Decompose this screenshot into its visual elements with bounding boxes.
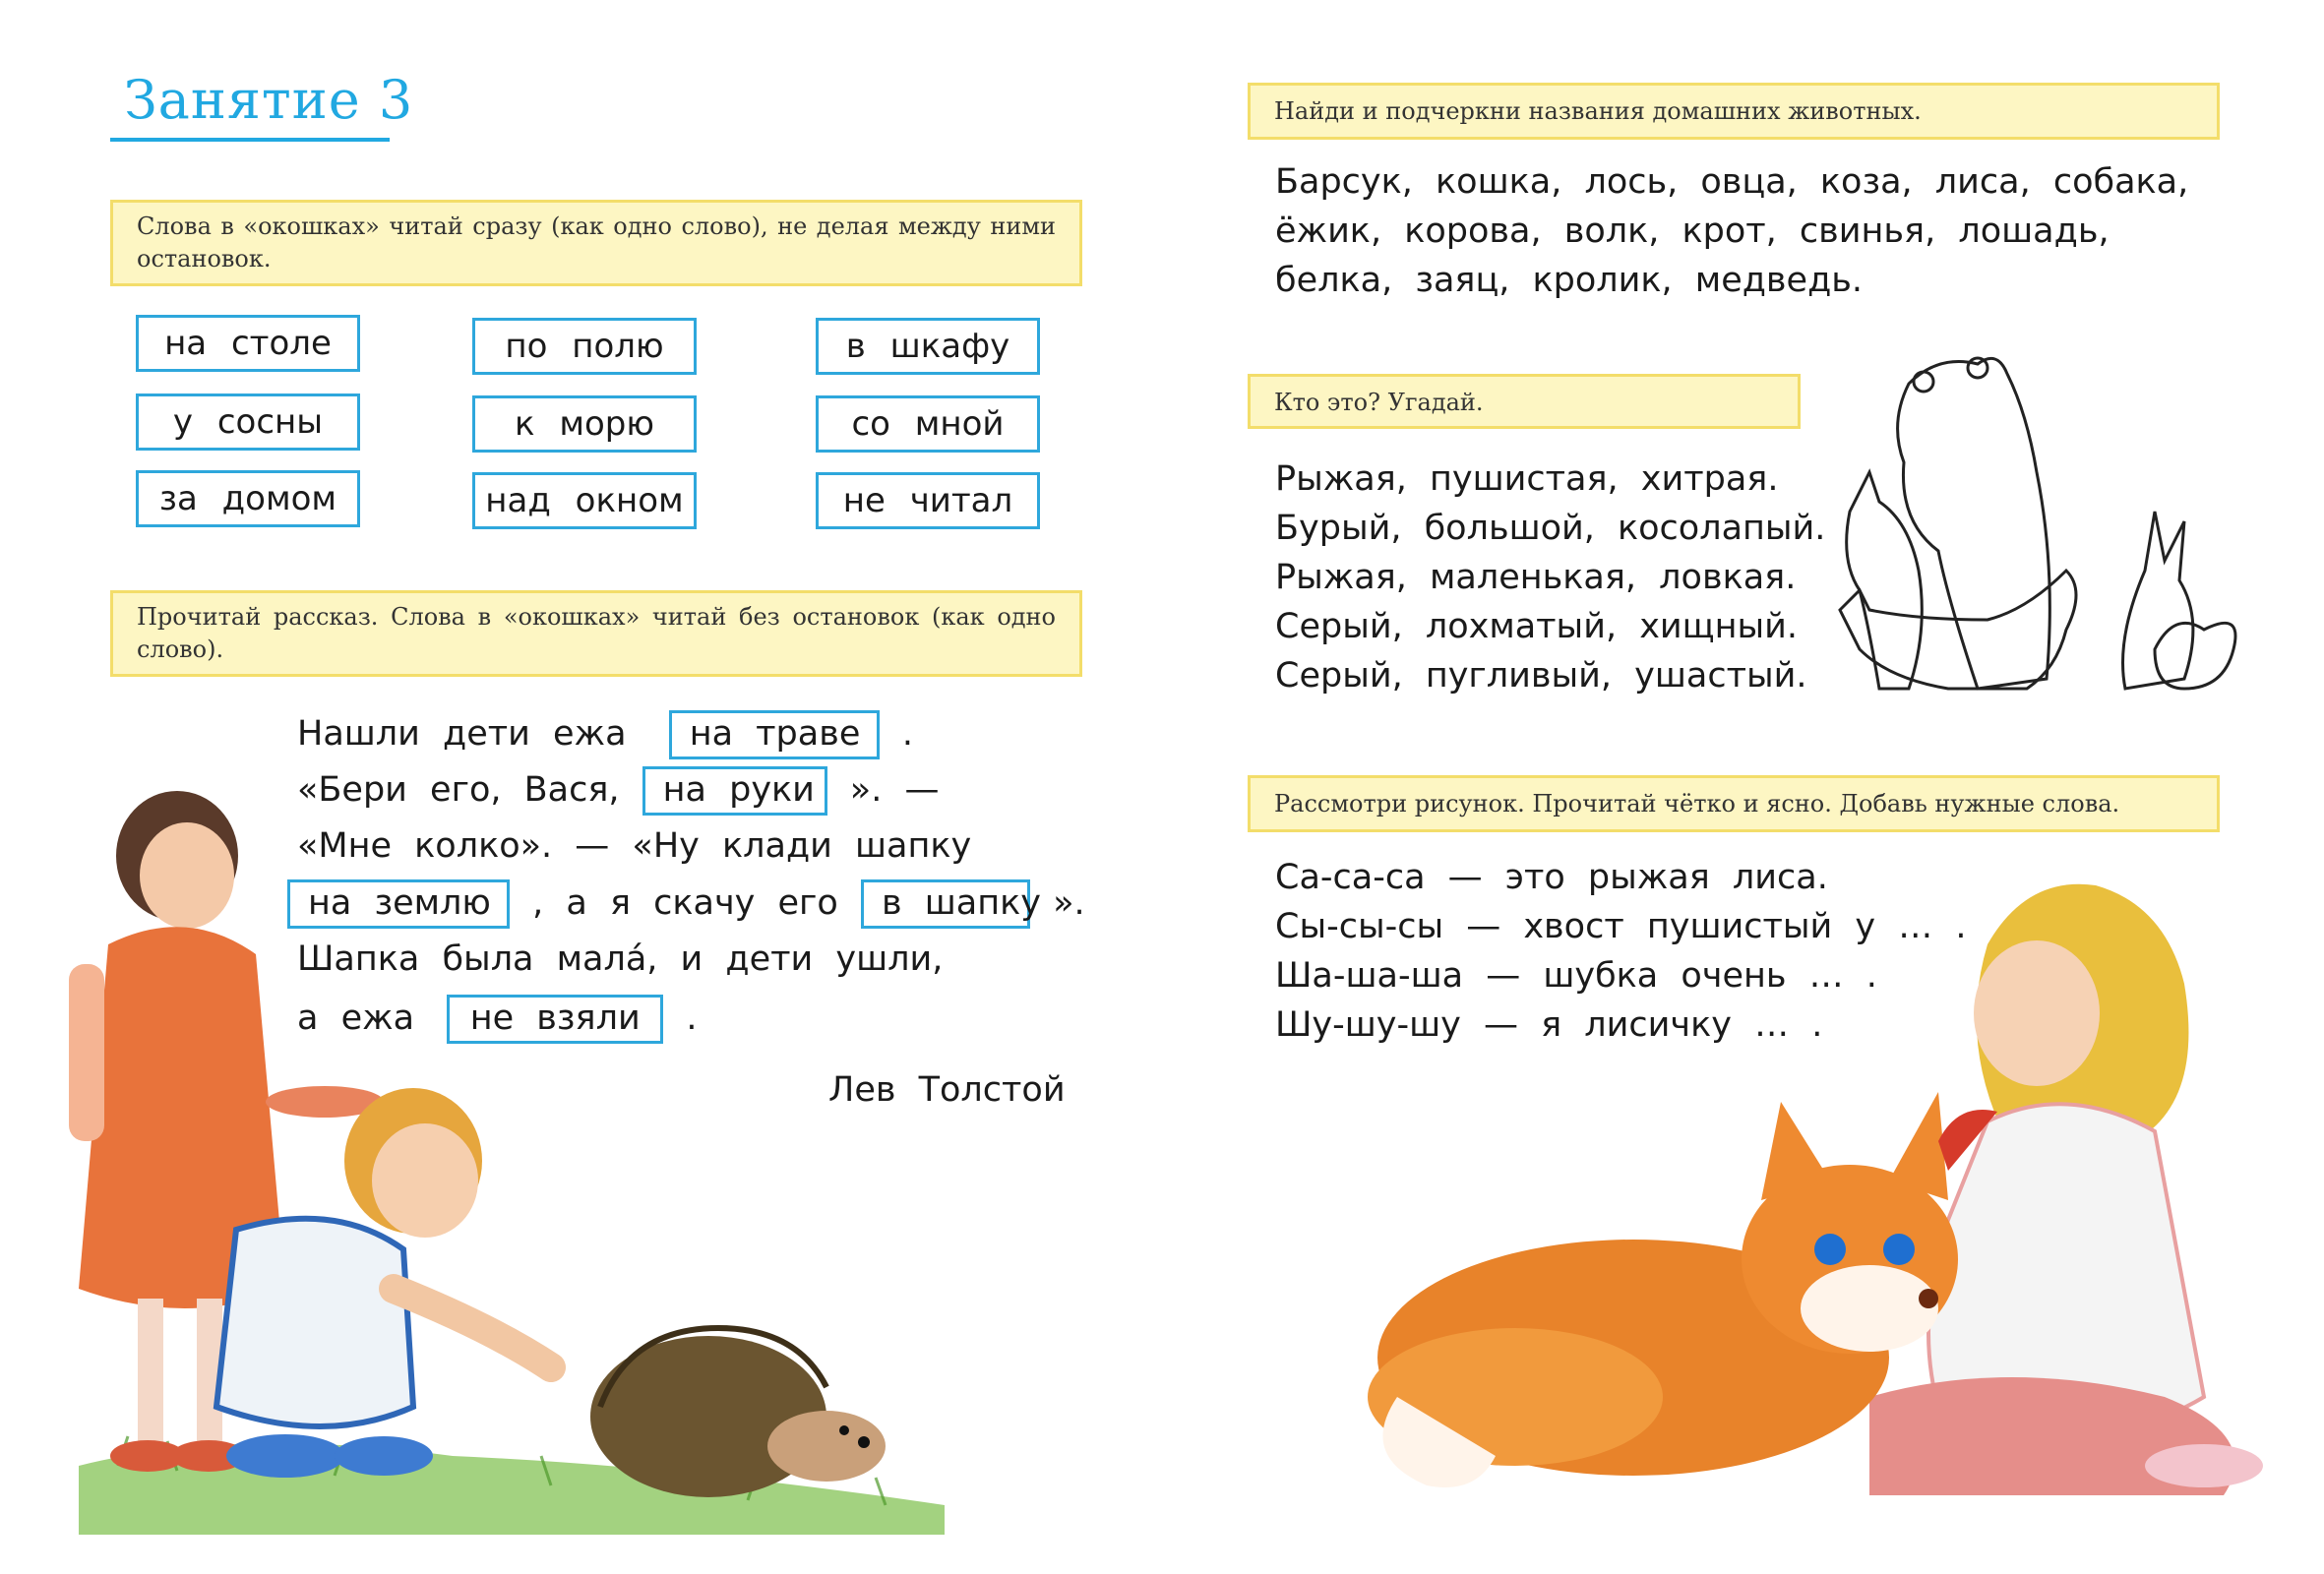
story-word-box: не взяли	[447, 995, 663, 1044]
word-box: не читал	[816, 472, 1040, 529]
story-word-box: на землю	[287, 879, 510, 929]
story-text: .	[901, 714, 913, 754]
word-box: у сосны	[136, 394, 360, 451]
riddle-line: Серый, пугливый, ушастый.	[1275, 656, 1807, 696]
girl-fox-illustration	[1318, 846, 2302, 1535]
instruction-box-2	[110, 590, 1082, 677]
instruction-text-4: Кто это? Угадай.	[1274, 389, 1484, 416]
instruction-text-3: Найди и подчеркни названия домашних животных.	[1274, 97, 1922, 125]
syllable-line: Сы-сы-сы — хвост пушистый у … .	[1275, 907, 1967, 946]
children-hedgehog-illustration	[39, 777, 984, 1535]
word-box: со мной	[816, 395, 1040, 453]
instruction-text-2: Прочитай рассказ. Слова в «окошках» читай без остановок (как одно слово).	[137, 603, 1056, 663]
story-word-box: на руки	[642, 766, 827, 816]
story-text: ».	[1053, 883, 1085, 923]
word-box: к морю	[472, 395, 697, 453]
riddle-line: Бурый, большой, косолапый.	[1275, 509, 1826, 548]
instruction-text-5: Рассмотри рисунок. Прочитай чётко и ясно. Добавь нужные слова.	[1274, 790, 2120, 817]
story-text: «Бери его, Вася,	[297, 770, 620, 810]
syllable-line: Ша-ша-ша — шубка очень … .	[1275, 956, 1877, 996]
story-line-5: Шапка была малá, и дети ушли,	[297, 939, 944, 979]
riddle-line: Серый, лохматый, хищный.	[1275, 607, 1799, 646]
story-text: а ежа	[297, 999, 415, 1038]
instruction-box-5	[1248, 775, 2220, 832]
word-box: в шкафу	[816, 318, 1040, 375]
story-text: Нашли дети ежа	[297, 714, 627, 754]
word-box: по полю	[472, 318, 697, 375]
story-word-box: на траве	[669, 710, 880, 759]
story-line-3: «Мне колко». — «Ну клади шапку	[297, 826, 972, 866]
outline-animals-illustration	[1830, 354, 2243, 728]
story-author: Лев Толстой	[828, 1070, 1066, 1110]
riddle-line: Рыжая, маленькая, ловкая.	[1275, 558, 1797, 597]
story-word-box: в шапку	[861, 879, 1030, 929]
syllable-line: Шу-шу-шу — я лисичку … .	[1275, 1005, 1823, 1045]
instruction-box-3	[1248, 83, 2220, 140]
instruction-box-1	[110, 200, 1082, 286]
story-text: , а я скачу его	[532, 883, 838, 923]
animals-line-3: белка, заяц, кролик, медведь.	[1275, 261, 1864, 300]
animals-line-2: ёжик, корова, волк, крот, свинья, лошадь,	[1275, 212, 2110, 251]
instruction-text-1: Слова в «окошках» читай сразу (как одно слово), не делая между ними остановок.	[137, 212, 1056, 272]
word-box: за домом	[136, 470, 360, 527]
story-text: .	[686, 999, 698, 1038]
story-line-1	[297, 710, 913, 759]
word-box: над окном	[472, 472, 697, 529]
story-text: ». —	[849, 770, 940, 810]
title-underline	[110, 138, 390, 142]
instruction-box-4	[1248, 374, 1801, 429]
syllable-line: Са-са-са — это рыжая лиса.	[1275, 858, 1828, 897]
lesson-title: Занятие 3	[124, 69, 414, 131]
word-box: на столе	[136, 315, 360, 372]
animals-line-1: Барсук, кошка, лось, овца, коза, лиса, собака,	[1275, 162, 2189, 202]
riddle-line: Рыжая, пушистая, хитрая.	[1275, 459, 1779, 499]
